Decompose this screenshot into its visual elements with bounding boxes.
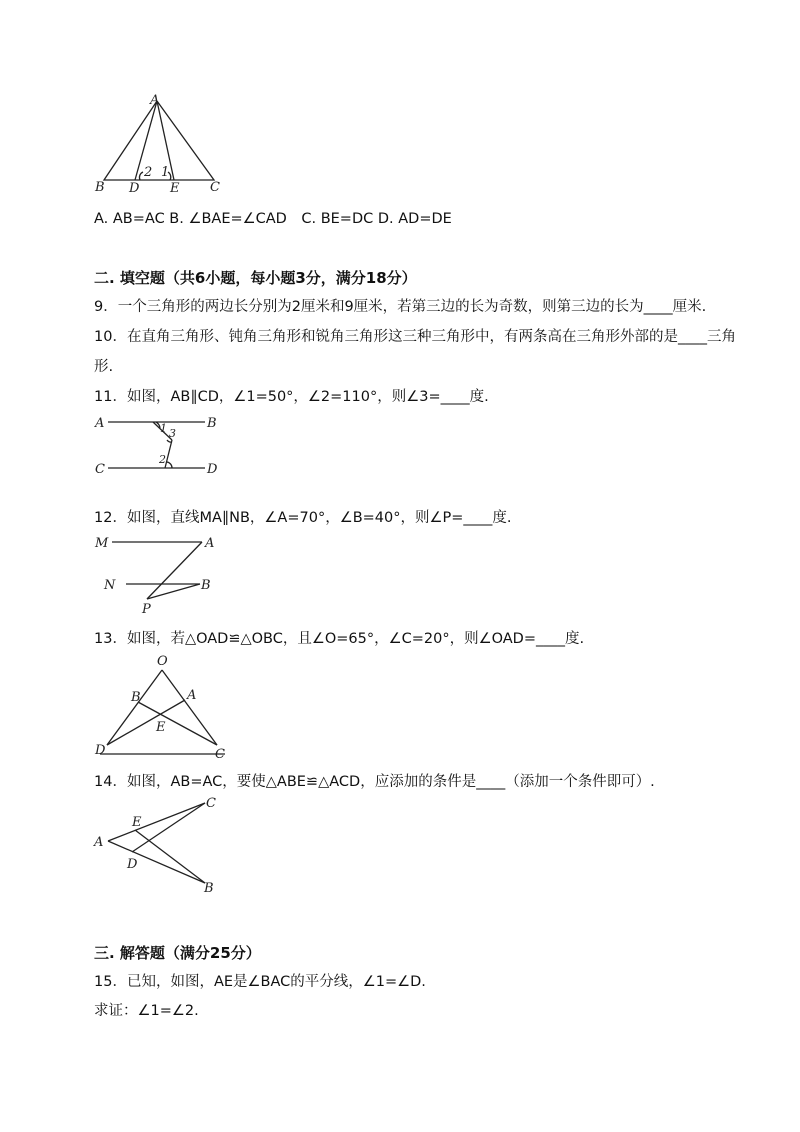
- q15-text-line1: 15．已知，如图，AE是∠BAC的平分线，∠1=∠D.: [94, 974, 426, 990]
- parallel-lines-figure-q12: [90, 528, 230, 618]
- label-C: C: [95, 462, 105, 477]
- q11-text: 11．如图，AB∥CD，∠1=50°，∠2=110°，则∠3=____度.: [94, 389, 489, 405]
- label-B: B: [201, 578, 211, 593]
- label-B: B: [207, 416, 217, 431]
- q8-options: A. AB=AC B. ∠BAE=∠CAD C. BE=DC D. AD=DE: [94, 211, 452, 227]
- label-A: A: [150, 93, 160, 108]
- q12-text: 12．如图，直线MA∥NB，∠A=70°，∠B=40°，则∠P=____度.: [94, 510, 512, 526]
- label-B: B: [204, 881, 214, 896]
- triangles-figure-q13: [90, 650, 235, 765]
- label-B: B: [131, 690, 141, 705]
- label-E: E: [156, 720, 166, 735]
- label-N: N: [104, 578, 116, 593]
- label-E: E: [132, 815, 142, 830]
- q10-text-line1: 10．在直角三角形、钝角三角形和锐角三角形这三种三角形中，有两条高在三角形外部的是____三角: [94, 329, 736, 345]
- label-M: M: [95, 536, 109, 551]
- triangles-figure-q14: [90, 795, 230, 900]
- triangle-figure-q8: [90, 90, 230, 200]
- label-A: A: [94, 835, 104, 850]
- label-A: A: [95, 416, 105, 431]
- label-D: D: [95, 743, 106, 758]
- section2-title: 二. 填空题（共6小题，每小题3分，满分18分）: [94, 269, 417, 287]
- label-angle3: 3: [169, 427, 176, 440]
- label-A: A: [205, 536, 215, 551]
- label-D: D: [207, 462, 218, 477]
- label-B: B: [95, 180, 105, 195]
- label-C: C: [210, 180, 220, 195]
- label-P: P: [142, 602, 151, 617]
- label-D: D: [127, 857, 138, 872]
- label-D: D: [129, 181, 140, 196]
- q15-text-line2: 求证：∠1=∠2.: [94, 1003, 199, 1019]
- label-O: O: [157, 654, 168, 669]
- section3-title: 三. 解答题（满分25分）: [94, 944, 261, 962]
- label-C: C: [206, 796, 216, 811]
- label-angle2: 2: [159, 453, 166, 466]
- label-angle1: 1: [160, 422, 167, 435]
- q9-text: 9．一个三角形的两边长分别为2厘米和9厘米，若第三边的长为奇数，则第三边的长为____厘米.: [94, 299, 707, 315]
- parallel-lines-figure-q11: [90, 410, 230, 480]
- q10-text-line2: 形.: [94, 359, 114, 375]
- q13-text: 13．如图，若△OAD≌△OBC，且∠O=65°，∠C=20°，则∠OAD=____度.: [94, 631, 585, 647]
- label-angle1: 1: [161, 165, 170, 180]
- label-A: A: [187, 688, 197, 703]
- label-angle2: 2: [144, 165, 153, 180]
- label-E: E: [170, 181, 180, 196]
- q14-text: 14．如图，AB=AC，要使△ABE≌△ACD，应添加的条件是____（添加一个条件即可）.: [94, 774, 655, 790]
- label-C: C: [215, 747, 225, 762]
